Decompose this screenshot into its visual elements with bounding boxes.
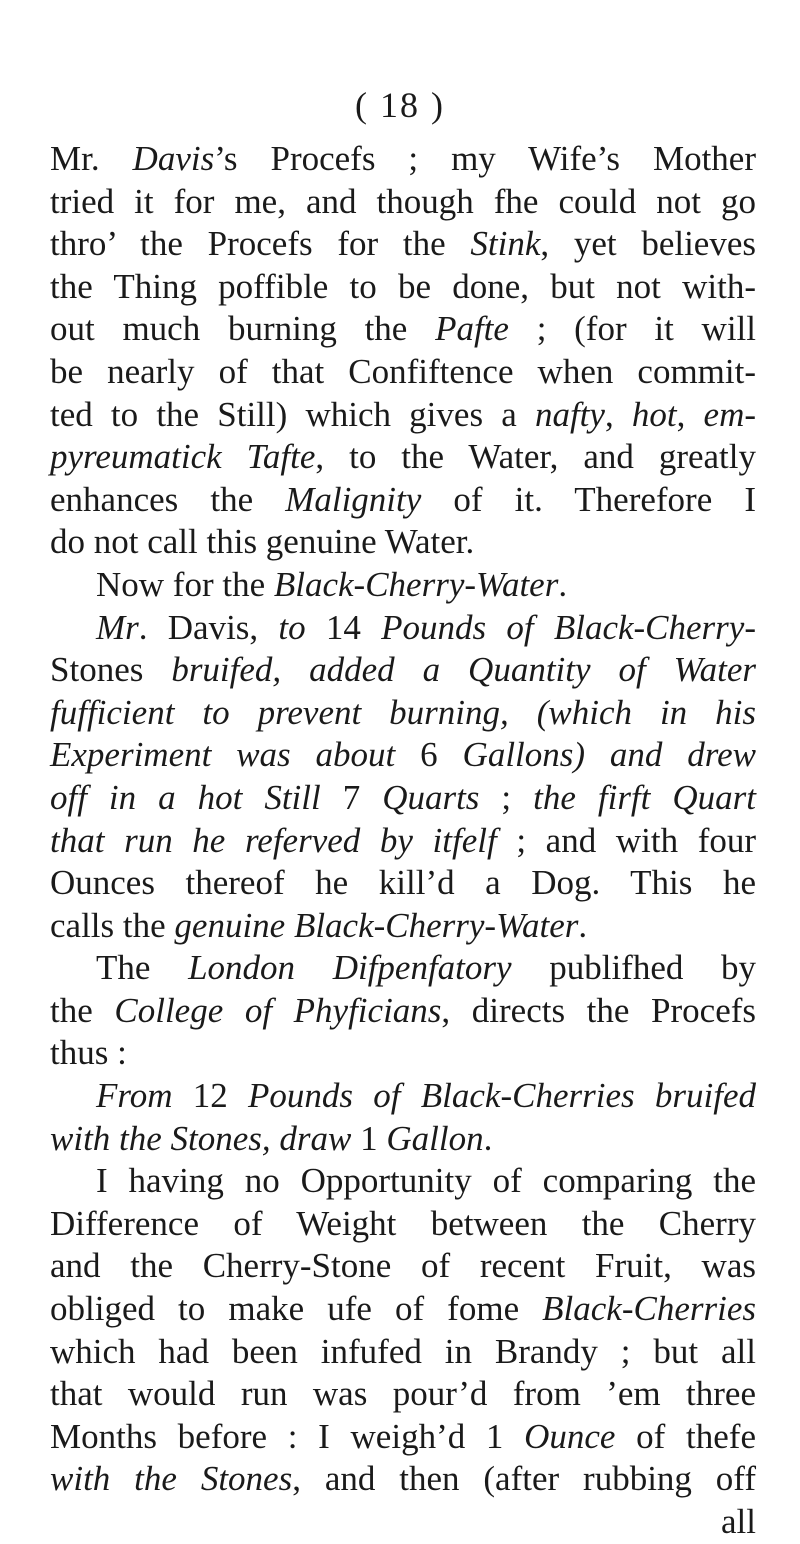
roman-text: 12 [192,1076,249,1116]
roman-text: of it. Therefore I [421,479,756,519]
roman-text: 7 [342,777,383,817]
catchword [50,1501,756,1544]
italic-text: with the Stones, draw [50,1118,361,1158]
roman-text: The [96,948,189,988]
italic-text: Experiment was about [50,735,421,775]
roman-text: , to the Water, and greatly [315,437,757,477]
text-line [50,1288,756,1331]
roman-text: of thefe [615,1416,756,1456]
text-line [50,521,756,564]
text-line [50,181,756,224]
text-line [50,777,756,820]
page-number: ( 18 ) [355,85,445,125]
italic-text: Pounds of Black-Cherry- [381,607,756,647]
italic-text: Black-Cherries [542,1289,756,1329]
italic-text: From [96,1076,193,1116]
italic-text: fufficient to prevent burning, (which in his [50,692,756,732]
roman-text: ; (for it will [508,309,756,349]
text-line [50,1075,756,1118]
italic-text: pyreumatick Tafte [50,437,316,477]
text-line [50,436,756,479]
italic-text: Gallon [386,1118,484,1158]
italic-text: Stink [470,224,541,264]
italic-text: hot [631,394,677,434]
italic-text: bruifed, added a Quantity of Water [171,650,756,690]
body-text [50,138,756,1544]
roman-text: thus : [50,1033,127,1073]
text-line [50,1245,756,1288]
roman-text: calls the [50,905,175,945]
roman-text: , and then (after rubbing off [292,1459,756,1499]
roman-text: do not call this genuine Water. [50,522,475,562]
roman-text: thro’ the Procefs for the [50,224,471,264]
roman-text: , yet believes [540,224,756,264]
text-line [50,734,756,777]
roman-text: Months before : I weigh’d 1 [50,1416,525,1456]
roman-text: all [721,1502,756,1541]
italic-text: off in a hot Still [50,777,343,817]
roman-text: Mr. [50,139,133,178]
roman-text: ; [479,777,534,817]
roman-text: Ounces thereof he kill’d a Dog. This he [50,863,756,903]
italic-text: Quarts [382,777,480,817]
roman-text: . [483,1118,493,1158]
roman-text: . Davis, [138,607,279,647]
roman-text: tried it for me, and though fhe could not go [50,181,756,221]
text-line [50,479,756,522]
italic-text: to [278,607,306,647]
italic-text: London Difpenfatory [188,948,512,988]
italic-text: genuine Black-Cherry-Water [174,905,579,945]
roman-text: and the Cherry-Stone of recent Fruit, was [50,1246,756,1286]
roman-text: Now for the [96,564,274,604]
roman-text: . [578,905,588,945]
italic-text: Pafte [435,309,509,349]
italic-text: Davis [132,139,215,178]
roman-text: 14 [305,607,382,647]
text-line [50,1458,756,1501]
text-line [50,1032,756,1075]
text-line [50,1373,756,1416]
text-line [50,138,756,181]
italic-text: Black-Cherry-Water [273,564,559,604]
roman-text: ’s Procefs ; my Wife’s Mother [214,139,756,178]
italic-text: College of Phyficians [114,990,442,1030]
roman-text: . [558,564,568,604]
roman-text: publifhed by [511,948,757,988]
roman-text: , [676,394,704,434]
roman-text: Difference of Weight between the Cherry [50,1203,756,1243]
roman-text: , [604,394,632,434]
text-line [50,820,756,863]
text-line [50,649,756,692]
roman-text: which had been infufed in Brandy ; but all [50,1331,756,1371]
text-line [50,1416,756,1459]
roman-text: the [50,990,115,1030]
roman-text: that would run was pour’d from ’em three [50,1374,756,1414]
roman-text: enhances the [50,479,286,519]
text-line [50,308,756,351]
text-line [50,862,756,905]
text-line [50,607,756,650]
italic-text: Mr [96,607,139,647]
text-line [50,223,756,266]
text-line [50,905,756,948]
text-line [50,1331,756,1374]
italic-text: Ounce [524,1416,616,1456]
roman-text: , directs the Procefs [441,990,757,1030]
italic-text: with the Stones [50,1459,293,1499]
roman-text: the Thing poffible to be done, but not with- [50,266,756,306]
text-line [50,990,756,1033]
roman-text: 1 [360,1118,387,1158]
italic-text: nafty [534,394,605,434]
roman-text: be nearly of that Confiftence when commit- [50,351,756,391]
text-line [50,351,756,394]
text-line [50,947,756,990]
roman-text: 6 [420,735,463,775]
text-line [50,1160,756,1203]
text-line [50,564,756,607]
text-line [50,266,756,309]
text-line [50,394,756,437]
roman-text: out much burning the [50,309,436,349]
roman-text: Stones [50,650,172,690]
roman-text: ted to the Still) which gives a [50,394,535,434]
italic-text: em- [703,394,757,434]
italic-text: Pounds of Black-Cherries bruifed [248,1076,757,1116]
italic-text: Malignity [285,479,422,519]
text-line [50,1118,756,1161]
italic-text: that run he referved by itfelf [50,820,497,860]
text-line [50,1203,756,1246]
text-line [50,692,756,735]
italic-text: the firft Quart [533,777,756,817]
roman-text: obliged to make ufe of fome [50,1289,543,1329]
roman-text: I having no Opportunity of comparing the [96,1161,756,1201]
italic-text: Gallons) and drew [462,735,757,775]
roman-text: ; and with four [496,820,756,860]
